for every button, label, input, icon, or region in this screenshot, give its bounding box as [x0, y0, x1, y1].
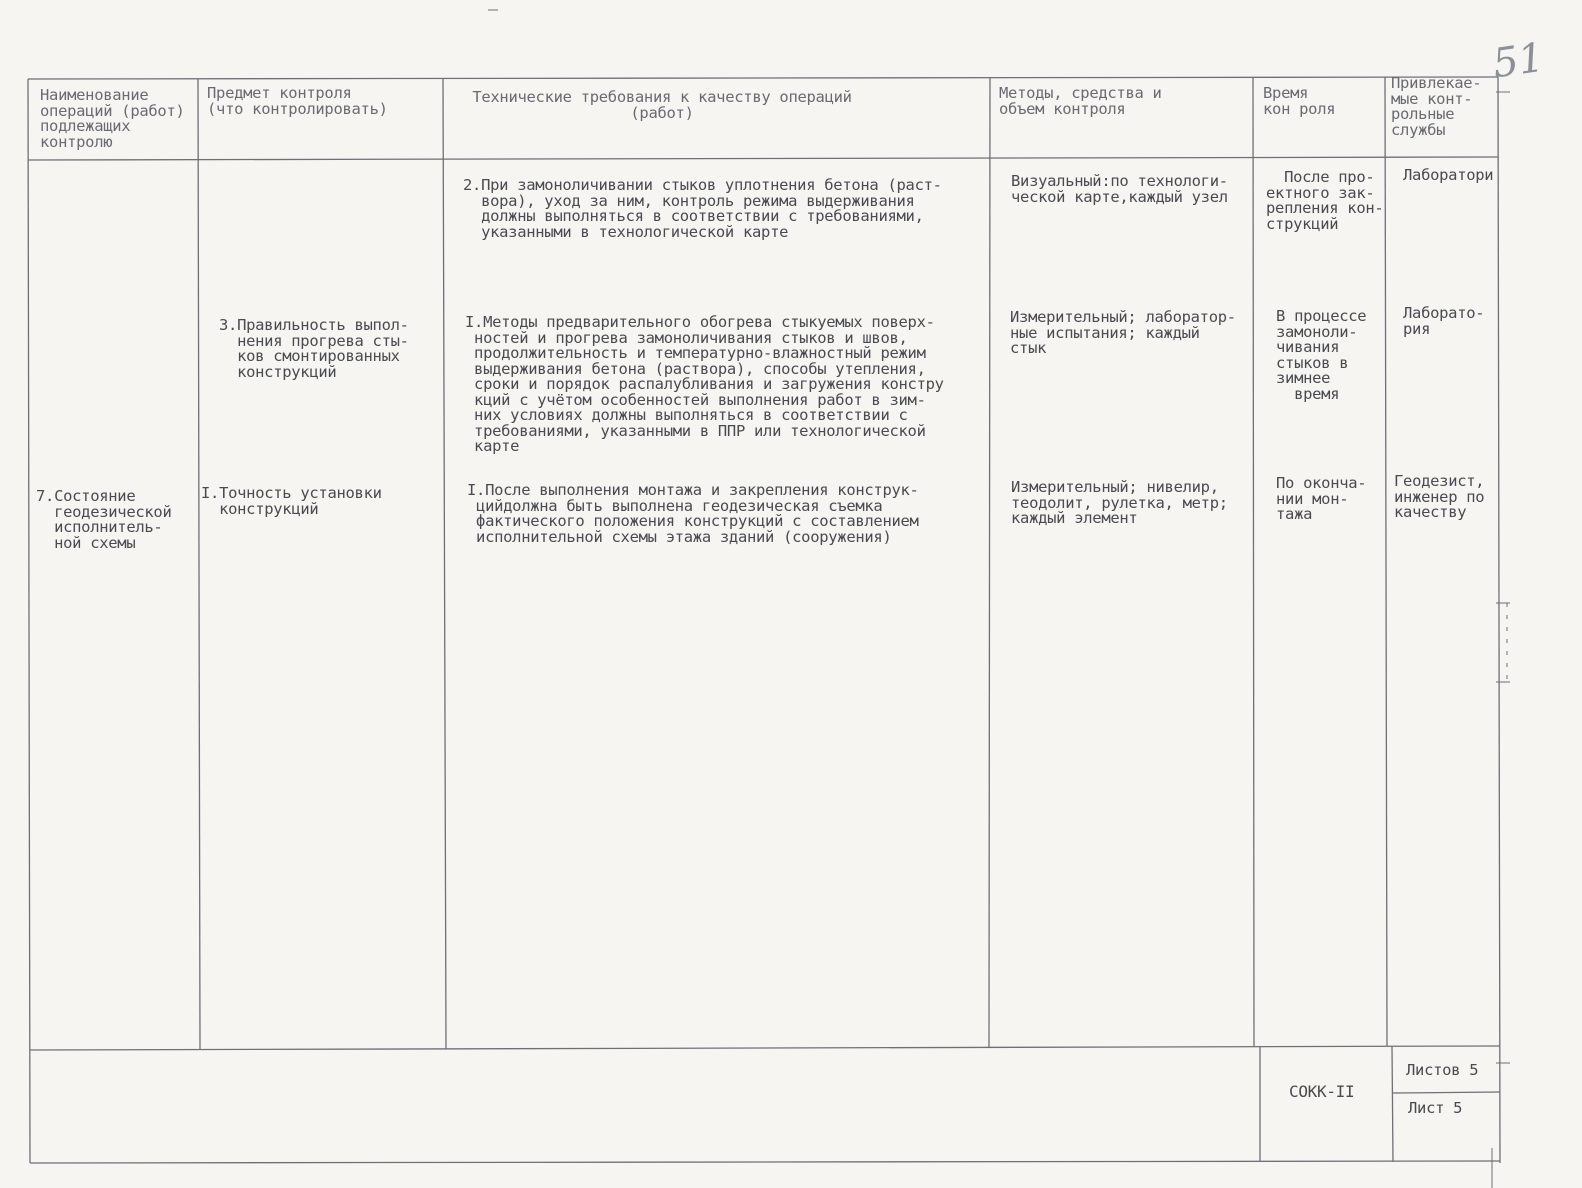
row3-subject: I.Точность установки конструкций — [201, 484, 382, 518]
col-sep-5 — [1385, 77, 1387, 1046]
sheet-current: Лист 5 — [1408, 1099, 1463, 1117]
col-sep-1 — [198, 79, 200, 1050]
header-bottom-line — [28, 157, 1498, 160]
page-bottom-line — [30, 1161, 1500, 1163]
stamp-sep-2 — [1392, 1046, 1393, 1162]
row2-time: В процессе замоноли- чивания стыков в зимнее время — [1276, 307, 1367, 403]
header-methods: Методы, средства и объем контроля — [999, 84, 1162, 118]
row3-requirement: I.После выполнения монтажа и закрепления конструк- цийдолжна быть выполнена геодезическая съемка фактического положения конструкций с составлением исполнительной схемы этажа зданий (сооружения) — [467, 481, 919, 546]
row2-requirement: I.Методы предварительного обогрева стыкуемых поверх- ностей и прогрева замоноличивания стыков и швов, продолжительность и температурно-влажностный режим выдерживания бетона (раствора), способы утепления, сроки и порядок распалубливания и загружения констру кций с учётом особенностей выполнения работ в зим- них условиях должны выполняться в соответствии с требованиями, указанными в ППР или технологической карте — [465, 313, 944, 455]
stamp-sep-3 — [1393, 1092, 1500, 1093]
sheets-total: Листов 5 — [1406, 1061, 1479, 1079]
right-edge-line — [1498, 77, 1500, 1163]
header-requirements: Технические требования к качеству операций (работ) — [472, 88, 852, 122]
col-sep-4 — [1253, 77, 1254, 1046]
header-operation: Наименование операций (работ) подлежащих контролю — [40, 86, 185, 151]
body-bottom-line — [30, 1046, 1500, 1050]
col-sep-3 — [989, 78, 990, 1047]
doc-code: СОКК-II — [1289, 1082, 1355, 1101]
row3-operation: 7.Состояние геодезической исполнитель- ной схемы — [36, 487, 172, 552]
row2-method: Измерительный; лаборатор- ные испытания; каждый стык — [1010, 308, 1236, 357]
left-edge-line — [28, 79, 30, 1163]
row2-subject: 3.Правильность выпол- нения прогрева сты- ков смонтированных конструкций — [219, 316, 409, 381]
header-services: Привлекае- мые конт- рольные службы — [1391, 74, 1482, 139]
header-subject: Предмет контроля (что контролировать) — [207, 84, 388, 118]
row2-service: Лаборато- рия — [1403, 304, 1485, 338]
row1-service: Лаборатори — [1403, 166, 1494, 184]
row1-method: Визуальный:по технологи- ческой карте,каждый узел — [1011, 172, 1228, 206]
row3-method: Измерительный; нивелир, теодолит, рулетка, метр; каждый элемент — [1011, 478, 1228, 527]
header-time: Время кон роля — [1263, 84, 1336, 118]
row3-time: По оконча- нии мон- тажа — [1276, 474, 1367, 523]
row1-requirement: 2.При замоноличивании стыков уплотнения бетона (раст- вора), уход за ним, контроль режима выдерживания должны выполняться в соответствии с требованиями, указанными в технологической карте — [463, 176, 942, 241]
col-sep-2 — [443, 79, 446, 1049]
row3-service: Геодезист, инженер по качеству — [1394, 472, 1485, 521]
table-top-line — [28, 77, 1498, 79]
row1-time: После про- ектного зак- репления кон- струкций — [1266, 168, 1384, 233]
handwritten-page-number: 51 — [1490, 34, 1547, 88]
